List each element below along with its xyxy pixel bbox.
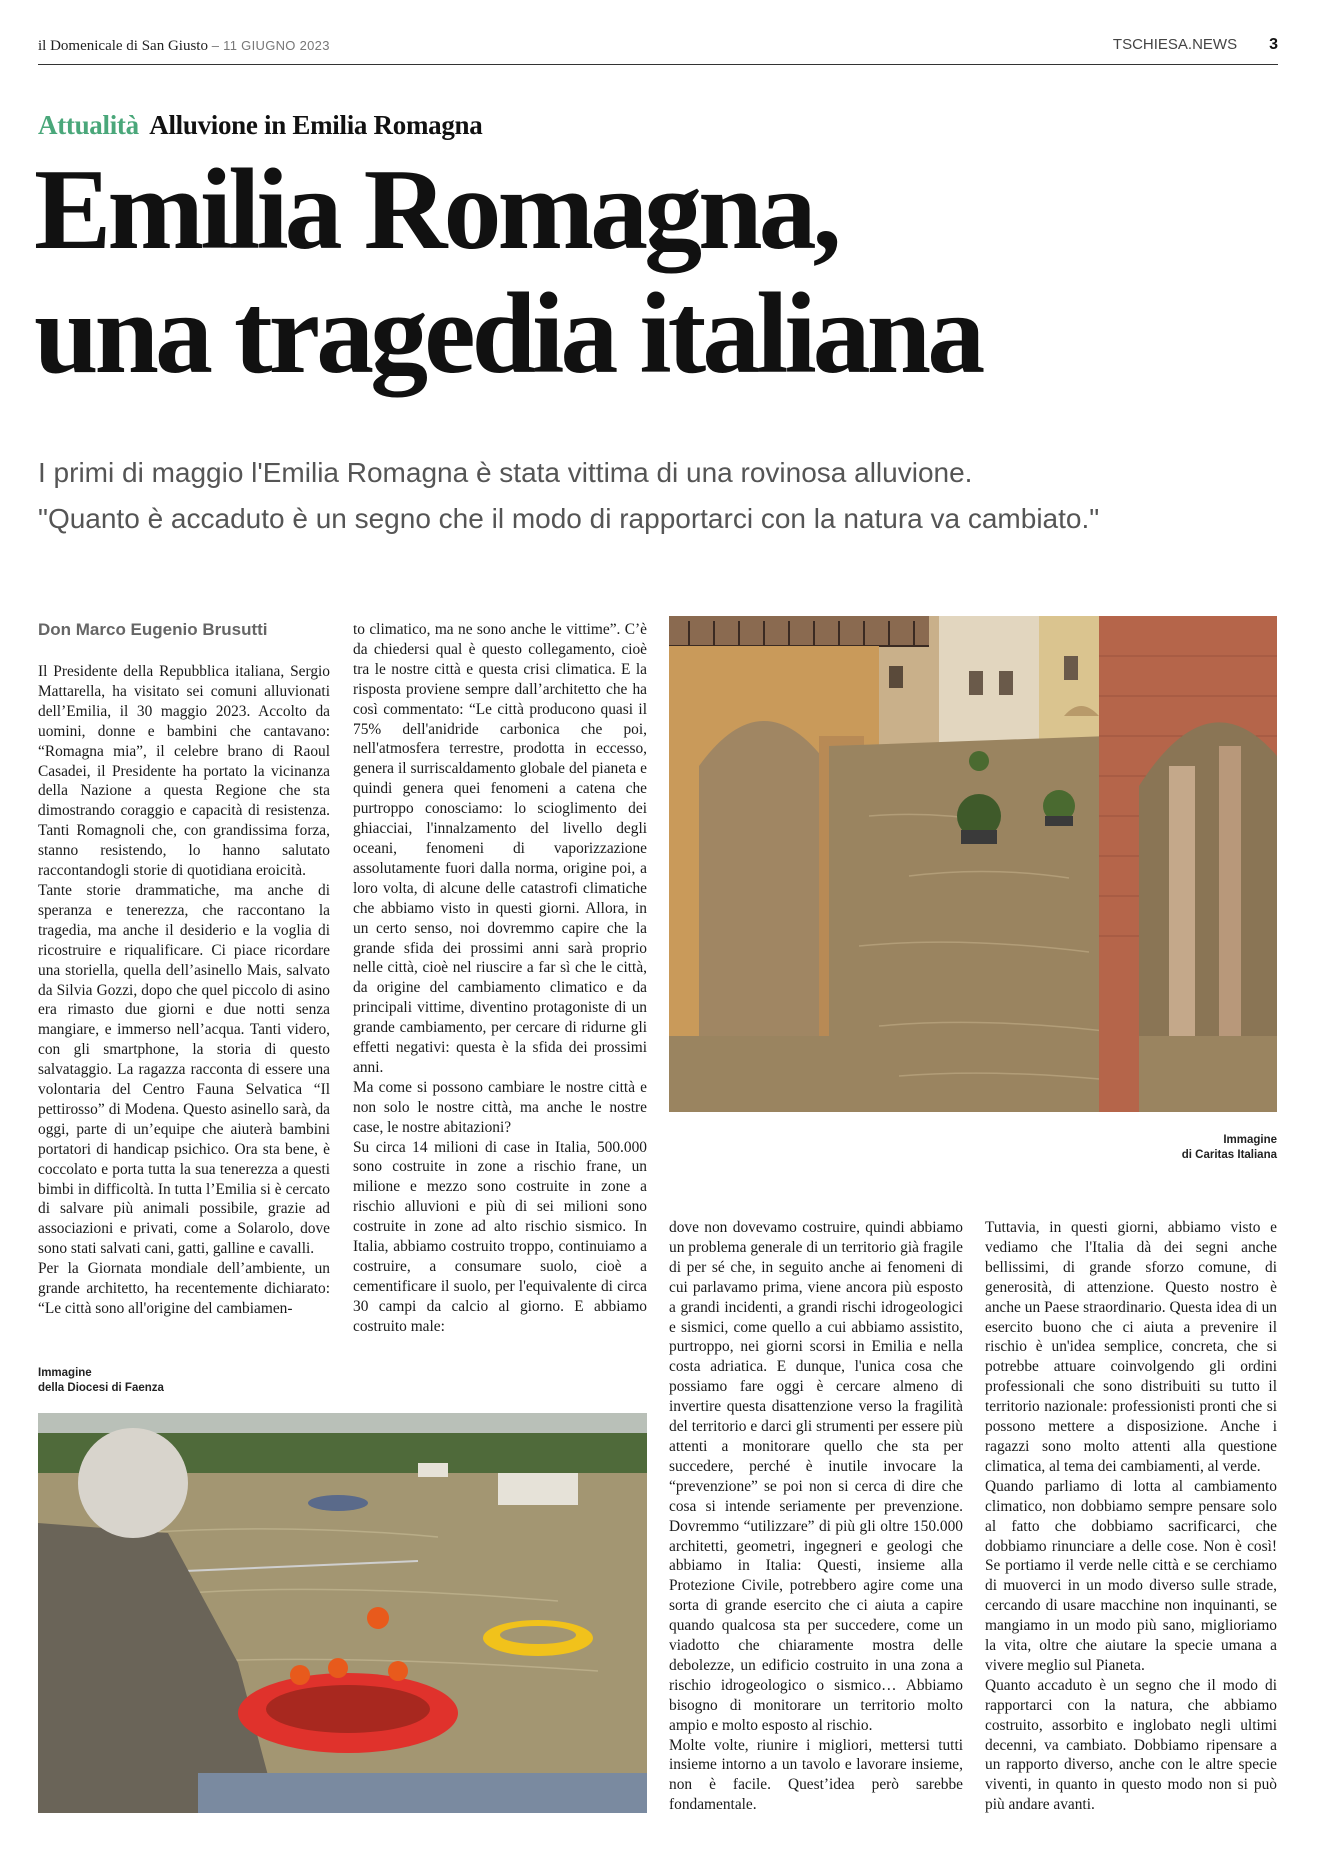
article-column-4 — [985, 1218, 1277, 1815]
paragraph: Tante storie drammatiche, ma anche di speranza e tenerezza, che raccontano la tragedia, ma anche il desiderio e la voglia di ricostruire e riqualificare. Ci piace ricordare una storiella, quella dell’asinello Mais, salvato da Silvia Gozzi, dopo che quel piccolo di asino era rimasto due giorni e due notti senza mangiare, e immerso nell’acqua. Tanti videro, con gli smartphone, la storia di questo salvataggio. La ragazza racconta di essere una volontaria del Centro Fauna Selvatica “Il pettirosso” di Modena. Questo asinello sarà, da oggi, parte di un’equipe che aiuterà bambini portatori di handicap psichico. Ora sta bene, è coccolato e porta tutta la sua tenerezza a questi bimbi in difficoltà. In tutta l’Emilia si è cercato di salvare più animali possibile, grazie ad associazioni e privati, come a Solarolo, dove sono stati salvati cani, gatti, galline e cavalli. — [38, 881, 330, 1258]
paragraph: Molte volte, riunire i migliori, mettersi tutti insieme intorno a un tavolo e lavorare insieme, non è facile. Quest’idea però sarebbe fondamentale. — [669, 1736, 963, 1814]
running-header-publication — [38, 38, 330, 55]
image-caption-2 — [38, 1366, 164, 1396]
paragraph: Ma come si possono cambiare le nostre città e non solo le nostre città, ma anche le nostre case, le nostre abitazioni? — [353, 1078, 647, 1136]
section-kicker — [38, 110, 482, 141]
section-label: Attualità — [38, 110, 139, 140]
header-rule — [38, 64, 1278, 65]
headline-line-1: Emilia Romagna, — [34, 146, 838, 274]
issue-date: – 11 GIUGNO 2023 — [211, 38, 330, 53]
page-title — [34, 148, 1274, 396]
running-header-right — [1113, 36, 1278, 54]
paragraph: Quando parliamo di lotta al cambiamento climatico, non dobbiamo sempre pensare solo al fatto che dobbiamo sacrificarci, che dobbiamo rinunciare a delle cose. Non è così! Se portiamo il verde nelle città e se cerchiamo di muoverci in un modo diverso sulle strade, cercando di usare macchine non inquinanti, se mangiamo in un modo più sano, miglioriamo la vita, oltre che aiutare la specie umana a vivere meglio sul Pianeta. — [985, 1477, 1277, 1674]
paragraph: Tuttavia, in questi giorni, abbiamo visto e vediamo che l'Italia dà dei segni anche bellissimi, di grande sforzo comune, di generosità, di attenzione. Questo nostro è anche un Paese straordinario. Questa idea di un esercito buono che ci aiuta a prevenire il rischio è un'idea semplice, concreta, che si potrebbe attuare coinvolgendo gli ordini professionali che sono distribuiti su tutto il territorio nazionale: professionisti pronti che si possono mettere a disposizione. Anche i ragazzi sono molto attenti alla questione climatica, al tema dei cambiamenti, al verde. — [985, 1219, 1277, 1475]
site-name: TSCHIESA.NEWS — [1112, 36, 1238, 53]
rescue-boats-photo — [38, 1413, 647, 1813]
flooded-street-photo — [669, 616, 1277, 1112]
paragraph: Per la Giornata mondiale dell’ambiente, un grande architetto, ha recentemente dichiarato: “Le città sono all'origine del cambiamen- — [38, 1260, 330, 1317]
article-column-2 — [353, 620, 647, 1337]
author-byline: Don Marco Eugenio Brusutti — [38, 620, 268, 639]
caption-credit: della Diocesi di Faenza — [38, 1382, 164, 1394]
image-caption-1 — [1182, 1133, 1277, 1163]
subtitle — [38, 450, 1278, 542]
paragraph: Su circa 14 milioni di case in Italia, 500.000 sono costruite in zone a rischio frane, un milione e mezzo sono costruite in zone a rischio alluvioni e più di sei milioni sono costruite in zone ad alto rischio sismico. In Italia, abbiamo costruito troppo, continuiamo a costruire, a consumare suolo, cioè a cementificare il suolo, per l'equivalente di circa 30 campi da calcio al giorno. E abbiamo costruito male: — [353, 1138, 647, 1335]
article-column-3 — [669, 1218, 963, 1815]
paragraph: Il Presidente della Repubblica italiana, Sergio Mattarella, ha visitato sei comuni alluvionati dell’Emilia, il 30 maggio 2023. Accolto da uomini, donne e bambini che cantavano: “Romagna mia”, il celebre brano di Raoul Casadei, il Presidente ha portato la vicinanza della Nazione a questa Regione che sta dimostrando coraggio e capacità di resistenza. Tanti Romagnoli che, con grandissima forza, stanno resistendo, lo hanno salutato raccontandogli storie di quotidiana eroicità. — [38, 663, 330, 880]
caption-label: Immagine — [38, 1367, 92, 1379]
paragraph: Quanto accaduto è un segno che il modo di rapportarci con la natura, che abbiamo costruito, assorbito e inglobato negli ultimi decenni, va cambiato. Dobbiamo ripensare a un rapporto diverso, anche con le altre specie viventi, in quanto in questo modo non si può più andare avanti. — [985, 1676, 1277, 1814]
caption-credit: di Caritas Italiana — [1181, 1149, 1277, 1161]
topic-label: Alluvione in Emilia Romagna — [149, 110, 483, 140]
article-column-1 — [38, 662, 330, 1319]
publication-name: il Domenicale di San Giusto — [38, 38, 208, 54]
page-number: 3 — [1269, 36, 1278, 53]
caption-label: Immagine — [1223, 1134, 1277, 1146]
headline-line-2: una tragedia italiana — [34, 270, 982, 398]
paragraph: to climatico, ma ne sono anche le vittime”. C’è da chiedersi qual è questo collegamento, cioè tra le nostre città e questa crisi climatica. E la risposta proviene sempre dall’architetto che ha così commentato: “Le città producono quasi il 75% dell'anidride carbonica che poi, nell'atmosfera terrestre, prodotta in eccesso, genera il surriscaldamento globale del pianeta e quindi genera quei fenomeni a catena che purtroppo conosciamo: lo scioglimento dei ghiacciai, l'innalzamento del livello degli oceani, fenomeni di vaporizzazione assolutamente fuori dalla norma, origine poi, a loro volta, di alcune delle catastrofi climatiche che abbiamo visto in questi giorni. Allora, in un certo senso, noi dovremmo capire che la grande sfida dei prossimi anni sarà proprio nelle città, cioè nel riuscire a far sì che le città, da origine del cambiamento climatico e da principali vittime, diventino protagoniste di un grande cambiamento, per cercare di ridurne gli effetti negativi: questa è la sfida dei prossimi anni. — [353, 621, 647, 1076]
paragraph: dove non dovevamo costruire, quindi abbiamo un problema generale di un territorio già fragile di per sé che, in seguito anche ai fenomeni di cui parlavamo prima, viene ancora più esposto a grandi incidenti, a grandi rischi idrogeologici e sismici, come quello a cui abbiamo assistito, purtroppo, nei giorni scorsi in Emilia e nella costa adriatica. E dunque, l'unica cosa che possiamo fare oggi è cercare almeno di invertire questa disattenzione verso la fragilità del territorio e darci gli strumenti per essere più attenti a monitorare quello che sta per succedere, perché è inutile invocare la “prevenzione” se poi non si cerca di dire che cosa si intende seriamente per prevenzione. Dovremmo “utilizzare” di più gli oltre 150.000 architetti, geometri, ingegneri e geologi che abbiamo in Italia: Questi, insieme alla Protezione Civile, potrebbero agire come una sorta di grande esercito che ci aiuta a capire quando qualcosa sta per succedere, come un viadotto che chiaramente mostra delle debolezze, un edificio costruito in una zona a rischio idrogeologico o sismico… Abbiamo bisogno di monitorare un territorio molto ampio e molto esposto al rischio. — [669, 1219, 963, 1734]
subtitle-line-1: I primi di maggio l'Emilia Romagna è stata vittima di una rovinosa alluvione. — [38, 457, 973, 488]
subtitle-line-2: "Quanto è accaduto è un segno che il modo di rapportarci con la natura va cambiato." — [38, 503, 1100, 534]
